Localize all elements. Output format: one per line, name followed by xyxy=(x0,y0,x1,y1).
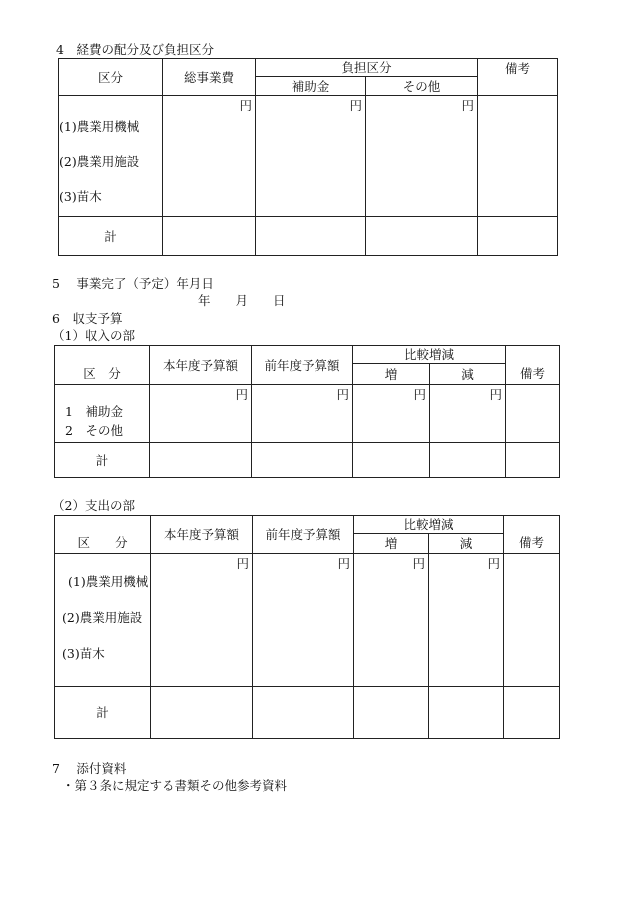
total-cell xyxy=(504,687,560,739)
total-cell xyxy=(430,443,506,478)
item-facility: (2)農業用施設 xyxy=(62,610,143,625)
header-compare: 比較増減 xyxy=(354,516,504,534)
expense-table xyxy=(54,515,560,739)
header-last-year: 前年度予算額 xyxy=(253,516,354,554)
item-other: 2 その他 xyxy=(65,423,123,438)
yen-unit: 円 xyxy=(252,385,353,443)
yen-unit: 円 xyxy=(150,385,252,443)
yen-unit: 円 xyxy=(353,385,430,443)
header-other: その他 xyxy=(366,77,478,96)
header-kubun xyxy=(55,516,151,554)
header-increase: 増 xyxy=(354,534,429,554)
expense-item-list xyxy=(55,554,151,687)
expense-subheading: （2）支出の部 xyxy=(52,498,135,513)
header-remarks xyxy=(506,346,560,385)
total-cell xyxy=(354,687,429,739)
header-remarks-text: 備考 xyxy=(520,366,546,381)
attachment-bullet: ・第３条に規定する書類その他参考資料 xyxy=(62,778,288,793)
item-seedlings: (3)苗木 xyxy=(59,189,102,204)
total-cell xyxy=(256,217,366,256)
item-machinery: (1)農業用機械 xyxy=(59,119,140,134)
header-burden: 負担区分 xyxy=(256,59,478,77)
yen-unit: 円 xyxy=(151,554,253,687)
yen-unit: 円 xyxy=(163,96,256,217)
header-kubun-text: 区 分 xyxy=(77,535,128,550)
total-cell xyxy=(353,443,430,478)
total-cell xyxy=(163,217,256,256)
remarks-cell xyxy=(478,96,558,217)
header-kubun: 区分 xyxy=(59,59,163,96)
item-subsidy: 1 補助金 xyxy=(65,404,123,419)
total-label: 計 xyxy=(55,687,151,739)
header-kubun-text: 区 分 xyxy=(83,366,121,381)
section7-heading: 7 添付資料 xyxy=(52,761,127,776)
item-facility: (2)農業用施設 xyxy=(59,154,140,169)
yen-unit: 円 xyxy=(430,385,506,443)
header-remarks-text: 備考 xyxy=(519,535,545,550)
total-cell xyxy=(429,687,504,739)
header-this-year: 本年度予算額 xyxy=(151,516,253,554)
header-remarks: 備考 xyxy=(478,59,558,96)
item-seedlings: (3)苗木 xyxy=(62,646,105,661)
total-cell xyxy=(253,687,354,739)
total-label: 計 xyxy=(59,217,163,256)
yen-unit: 円 xyxy=(354,554,429,687)
income-item-list xyxy=(55,385,150,443)
yen-unit: 円 xyxy=(253,554,354,687)
header-decrease: 減 xyxy=(430,364,506,385)
expense-allocation-table xyxy=(58,58,558,256)
section4-heading: 4 経費の配分及び負担区分 xyxy=(56,42,214,57)
header-last-year: 前年度予算額 xyxy=(252,346,353,385)
total-cell xyxy=(506,443,560,478)
item-list-cell xyxy=(59,96,163,217)
header-total-cost: 総事業費 xyxy=(163,59,256,96)
total-cell xyxy=(150,443,252,478)
income-table xyxy=(54,345,560,478)
yen-unit: 円 xyxy=(256,96,366,217)
header-increase: 増 xyxy=(353,364,430,385)
item-machinery: (1)農業用機械 xyxy=(68,574,149,589)
header-this-year: 本年度予算額 xyxy=(150,346,252,385)
total-cell xyxy=(252,443,353,478)
remarks-cell xyxy=(504,554,560,687)
header-subsidy: 補助金 xyxy=(256,77,366,96)
section5-heading: 5 事業完了（予定）年月日 xyxy=(52,276,214,291)
header-compare: 比較増減 xyxy=(353,346,506,364)
remarks-cell xyxy=(506,385,560,443)
total-label: 計 xyxy=(55,443,150,478)
total-cell xyxy=(478,217,558,256)
income-subheading: （1）収入の部 xyxy=(52,328,135,343)
header-remarks xyxy=(504,516,560,554)
section6-heading: 6 収支予算 xyxy=(52,311,123,326)
header-decrease: 減 xyxy=(429,534,504,554)
total-cell xyxy=(151,687,253,739)
yen-unit: 円 xyxy=(429,554,504,687)
yen-unit: 円 xyxy=(366,96,478,217)
header-kubun xyxy=(55,346,150,385)
completion-date-line: 年 月 日 xyxy=(198,293,286,308)
total-cell xyxy=(366,217,478,256)
